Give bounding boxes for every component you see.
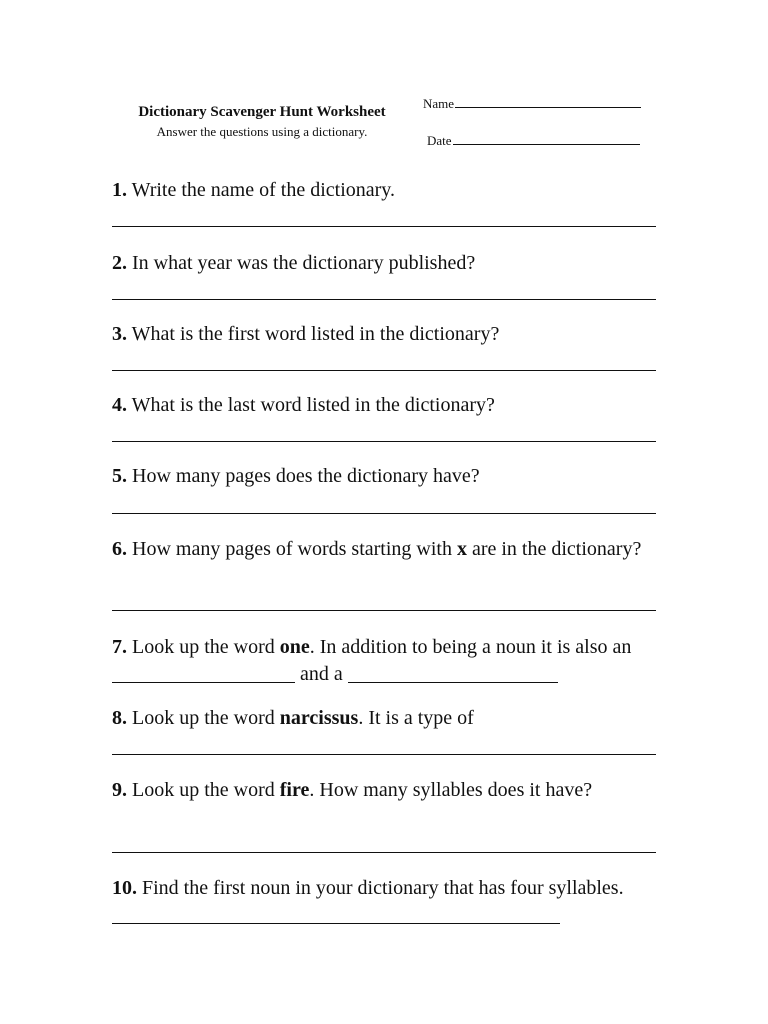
date-blank[interactable]	[453, 144, 640, 145]
question-3	[112, 321, 658, 348]
question-8	[112, 705, 658, 732]
answer-line-4[interactable]	[112, 441, 656, 442]
name-blank[interactable]	[455, 107, 641, 108]
answer-blank-7b[interactable]	[348, 664, 558, 683]
answer-line-1[interactable]	[112, 226, 656, 227]
question-number: 7.	[112, 636, 127, 658]
answer-line-2[interactable]	[112, 299, 656, 300]
question-number: 5.	[112, 465, 127, 487]
question-number: 6.	[112, 538, 127, 560]
worksheet-title: Dictionary Scavenger Hunt Worksheet	[138, 104, 386, 120]
answer-blank-7a[interactable]	[112, 664, 295, 683]
question-number: 10.	[112, 877, 137, 899]
answer-blank-10[interactable]	[112, 905, 560, 924]
keyword: narcissus	[279, 707, 359, 729]
question-number: 2.	[112, 252, 127, 274]
question-4	[112, 392, 658, 419]
answer-line-3[interactable]	[112, 370, 656, 371]
keyword: one	[279, 636, 310, 658]
question-7	[112, 634, 658, 688]
question-2	[112, 250, 658, 277]
question-text: How many pages of words starting with	[132, 538, 452, 560]
answer-line-9[interactable]	[112, 852, 656, 853]
question-text: . It is a type of	[358, 707, 474, 729]
question-number: 9.	[112, 779, 127, 801]
date-label: Date	[427, 133, 452, 148]
question-number: 1.	[112, 179, 127, 201]
question-10	[112, 875, 658, 929]
name-field	[423, 96, 641, 112]
answer-line-5[interactable]	[112, 513, 656, 514]
name-label: Name	[423, 96, 455, 111]
question-text: Look up the word	[132, 636, 275, 658]
question-text: and a	[300, 663, 343, 685]
question-text: How many pages does the dictionary have?	[132, 465, 480, 487]
question-text: Find the first noun in your dictionary that has four syllables.	[142, 877, 624, 899]
answer-line-8[interactable]	[112, 754, 656, 755]
keyword: fire	[279, 779, 310, 801]
worksheet-subtitle: Answer the questions using a dictionary.	[156, 124, 368, 139]
question-1	[112, 177, 658, 204]
question-text: . In addition to being a noun it is also an	[309, 636, 632, 658]
question-number: 4.	[112, 394, 127, 416]
question-text: Write the name of the dictionary.	[131, 179, 395, 201]
question-6	[112, 536, 658, 563]
question-text: Look up the word	[132, 707, 275, 729]
question-text: . How many syllables does it have?	[309, 779, 593, 801]
question-9	[112, 777, 658, 804]
question-text: In what year was the dictionary published?	[132, 252, 476, 274]
question-number: 8.	[112, 707, 127, 729]
question-5	[112, 463, 658, 490]
question-text: What is the last word listed in the dictionary?	[131, 394, 495, 416]
date-field	[427, 133, 640, 149]
keyword: x	[456, 538, 467, 560]
answer-line-6[interactable]	[112, 610, 656, 611]
question-text: What is the first word listed in the dictionary?	[131, 323, 500, 345]
question-text: are in the dictionary?	[471, 538, 642, 560]
question-text: Look up the word	[132, 779, 275, 801]
question-number: 3.	[112, 323, 127, 345]
